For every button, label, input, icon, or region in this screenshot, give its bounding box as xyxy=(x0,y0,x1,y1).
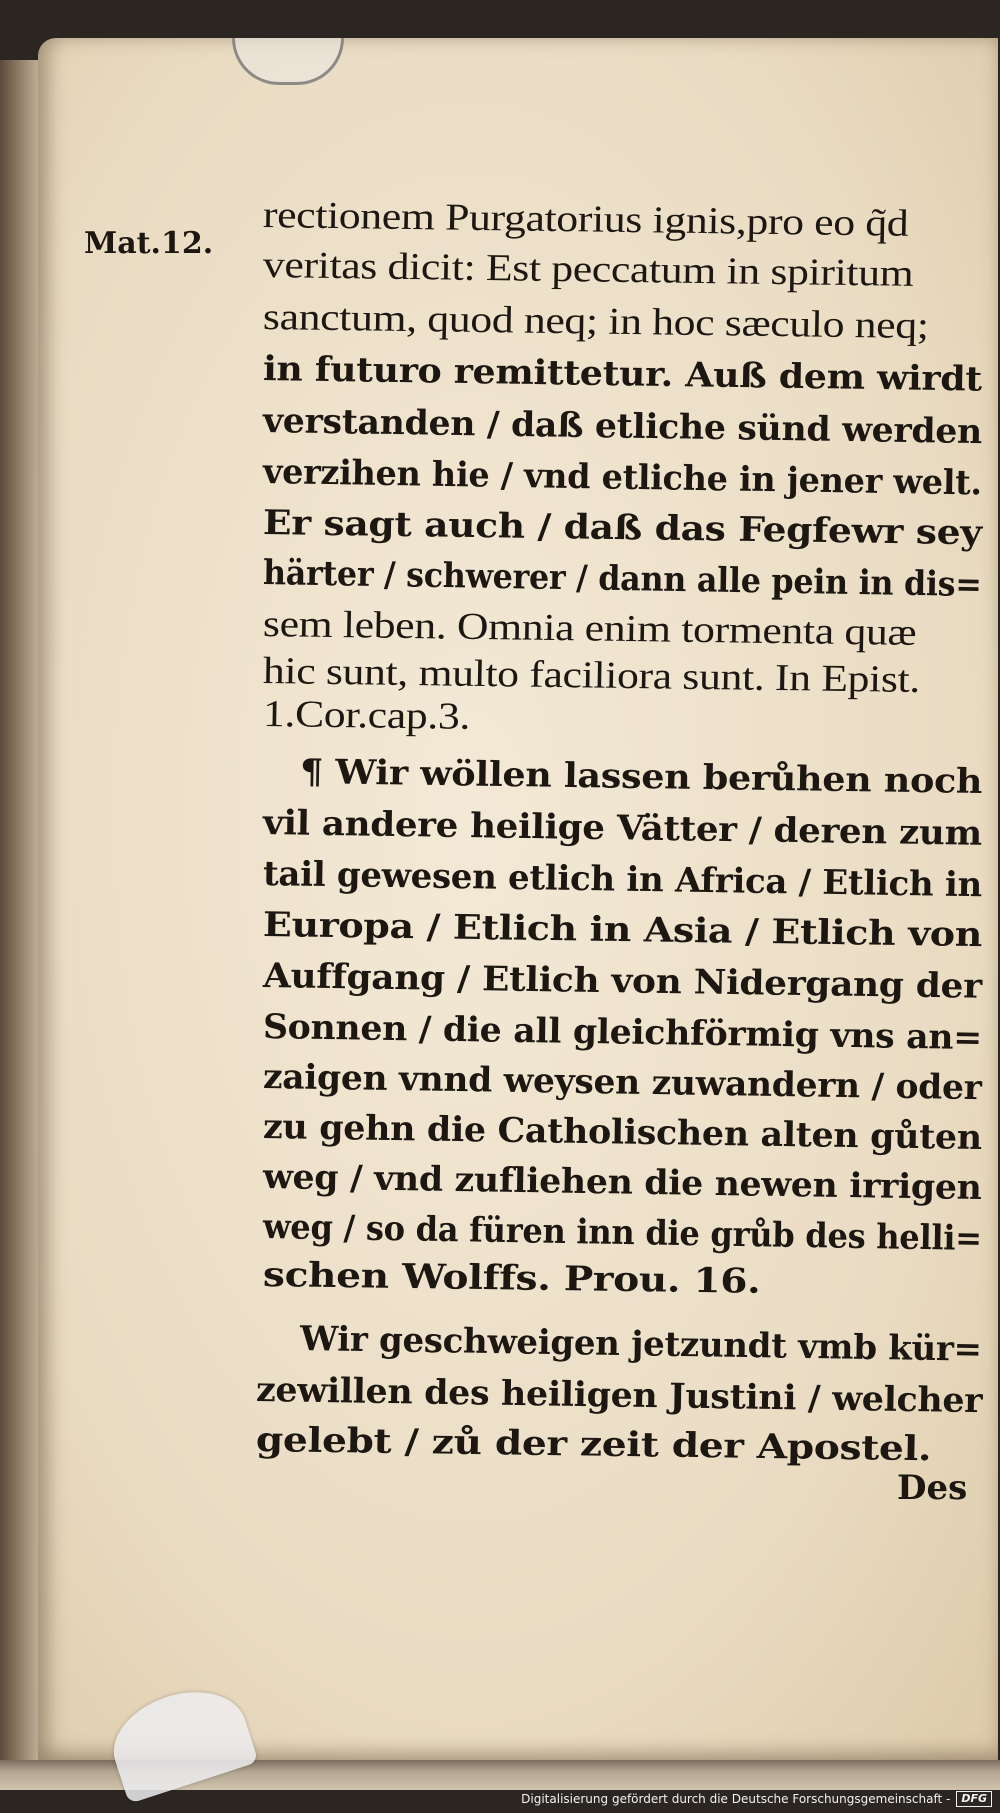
catchword: Des xyxy=(897,1468,968,1508)
text-line: härter / schwerer / dann alle pein in dis= xyxy=(262,553,982,606)
text-line: Er sagt auch / daß das Fegfewr sey xyxy=(262,503,983,554)
text-line: weg / vnd zufliehen die newen irrigen xyxy=(262,1157,982,1209)
text-line: zu gehn die Catholischen alten gůten xyxy=(262,1107,983,1159)
text-line: gelebt / zů der zeit der Apostel. xyxy=(255,1420,932,1470)
text-line: weg / so da füren inn die grůb des helli= xyxy=(262,1207,983,1259)
dfg-logo: DFG xyxy=(956,1791,992,1807)
text-line: zewillen des heiligen Justini / welcher xyxy=(255,1370,983,1422)
text-line: verstanden / daß etliche sünd werden xyxy=(262,401,983,453)
text-line: zaigen vnnd weysen zuwandern / oder xyxy=(262,1057,982,1109)
text-line: Europa / Etlich in Asia / Etlich von xyxy=(262,905,983,956)
text-line: veritas dicit: Est peccatum in spiritum xyxy=(262,244,914,295)
margin-note: Mat.12. xyxy=(84,226,214,261)
text-line: in futuro remittetur. Auß dem wirdt xyxy=(262,349,983,400)
text-line: sanctum, quod neq; in hoc sæculo neq; xyxy=(262,296,930,348)
text-line: Wir geschweigen jetzundt vmb kür= xyxy=(299,1319,983,1370)
show-through-page-number xyxy=(280,132,350,156)
credit-text: Digitalisierung gefördert durch die Deutsche Forschungsgemeinschaft - xyxy=(521,1792,951,1806)
text-line: schen Wolffs. Prou. 16. xyxy=(262,1255,761,1302)
text-line: sem leben. Omnia enim tormenta quæ xyxy=(262,603,917,654)
text-line: vil andere heilige Vätter / deren zum xyxy=(262,803,983,854)
text-line: tail gewesen etlich in Africa / Etlich in xyxy=(262,854,983,906)
text-line: Sonnen / die all gleichförmig vns an= xyxy=(262,1007,983,1059)
digitization-credit xyxy=(521,1789,992,1809)
text-line: 1.Cor.cap.3. xyxy=(262,693,471,738)
text-line: hic sunt, multo faciliora sunt. In Epist. xyxy=(262,650,921,701)
text-line: rectionem Purgatorius ignis,pro eo q̃d xyxy=(262,194,909,245)
text-line: Auffgang / Etlich von Nidergang der xyxy=(262,956,983,1007)
text-line: verzihen hie / vnd etliche in jener welt. xyxy=(262,452,983,504)
text-line: ¶ Wir wöllen lassen berůhen noch xyxy=(299,752,983,802)
